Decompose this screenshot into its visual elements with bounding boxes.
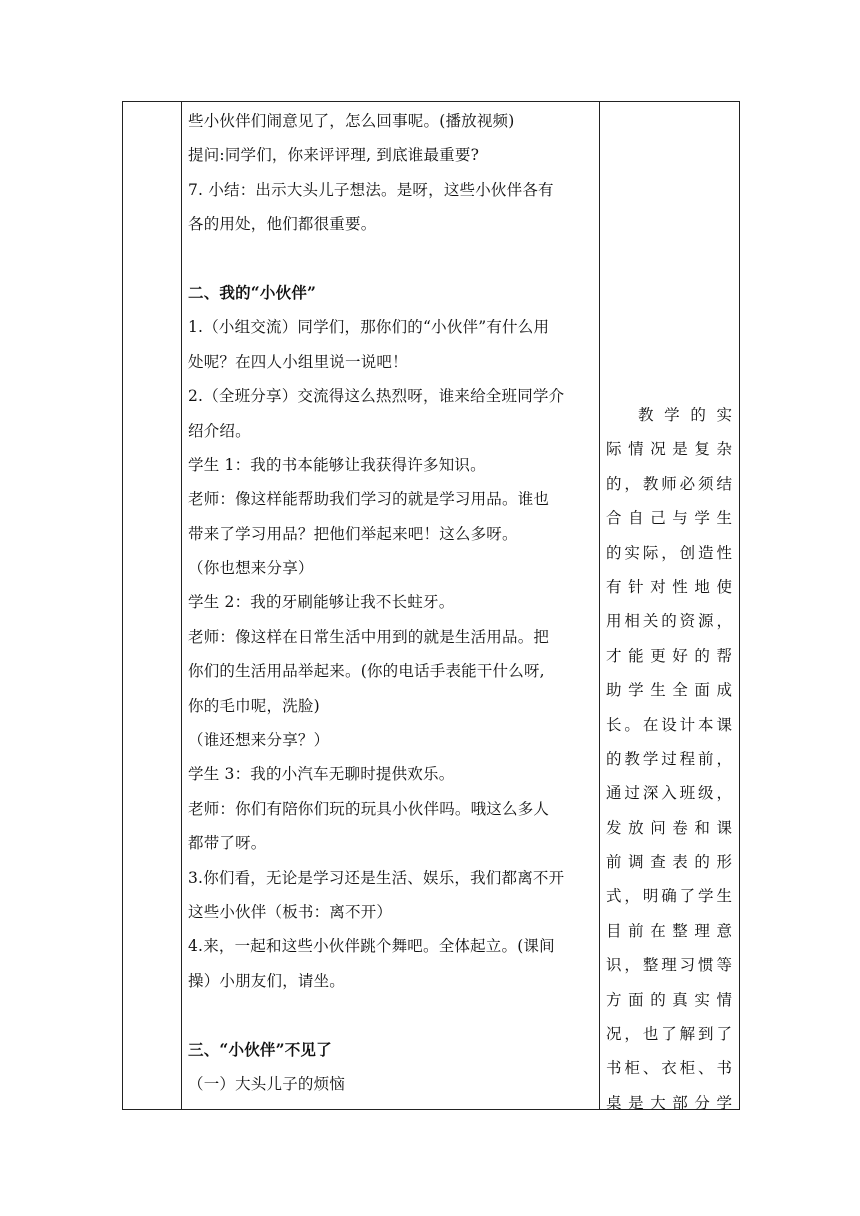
note-line: 识 ， 整 理 习 惯 等: [606, 956, 732, 975]
text-line: 带来了学习用品？把他们举起来吧！这么多呀。: [188, 524, 518, 543]
teaching-process-column: [188, 104, 596, 1101]
text-line: 4.来，一起和这些小伙伴跳个舞吧。全体起立。(课间: [188, 937, 555, 956]
text-line: （你也想来分享）: [188, 559, 314, 578]
text-line: 你们的生活用品举起来。(你的电话手表能干什么呀,: [188, 662, 545, 681]
note-line: 的 实 际 ， 创 造 性: [606, 543, 732, 562]
text-line: 这些小伙伴（板书：离不开）: [188, 902, 393, 921]
section-heading: 三、“小伙伴”不见了: [188, 1039, 332, 1059]
note-line: 的 ， 教 师 必 须 结: [606, 474, 732, 493]
text-line: （一）大头儿子的烦恼: [188, 1074, 346, 1093]
table-divider-2: [599, 101, 600, 1109]
text-line: 提问:同学们，你来评评理, 到底谁最重要?: [188, 146, 480, 165]
note-line: 通 过 深 入 班 级 ，: [606, 784, 732, 803]
text-line: 你的毛巾呢，洗脸): [188, 696, 320, 715]
note-line: 前 调 查 表 的 形: [606, 853, 732, 872]
design-notes-column: [606, 398, 732, 1120]
text-line: 老师：像这样在日常生活中用到的就是生活用品。把: [188, 627, 550, 646]
text-line: 2.（全班分享）交流得这么热烈呀，谁来给全班同学介: [188, 387, 565, 406]
text-line: 些小伙伴们闹意见了，怎么回事呢。(播放视频): [188, 112, 515, 130]
text-line: 绍介绍。: [188, 421, 251, 440]
text-line: 都带了呀。: [188, 834, 267, 853]
text-line: 7. 小结：出示大头儿子想法。是呀，这些小伙伴各有: [188, 180, 554, 199]
note-line: 的 教 学 过 程 前 ，: [606, 749, 732, 768]
text-line: 1.（小组交流）同学们，那你们的“小伙伴”有什么用: [188, 318, 550, 337]
note-line: 式 ， 明 确 了 学 生: [606, 887, 732, 906]
note-line: 有 针 对 性 地 使: [606, 577, 732, 596]
note-line: 才 能 更 好 的 帮: [606, 646, 732, 665]
note-line: 桌 是 大 部 分 学: [606, 1093, 732, 1112]
section-heading: 二、我的“小伙伴”: [188, 282, 317, 302]
text-line: （谁还想来分享？）: [188, 731, 330, 750]
table-divider-1: [181, 101, 182, 1109]
text-line: 3.你们看，无论是学习还是生活、娱乐，我们都离不开: [188, 868, 565, 887]
note-line: 书 柜 、 衣 柜 、 书: [606, 1059, 732, 1078]
note-line: 方 面 的 真 实 情: [606, 990, 732, 1009]
note-line: 合 自 己 与 学 生: [606, 509, 732, 528]
text-line: 老师：像这样能帮助我们学习的就是学习用品。谁也: [188, 490, 550, 509]
note-line: 发 放 问 卷 和 课: [606, 818, 732, 837]
text-line: [188, 242, 596, 276]
text-line: 学生 1：我的书本能够让我获得许多知识。: [188, 455, 486, 474]
note-line: 助 学 生 全 面 成: [606, 681, 732, 700]
note-line: 况 ， 也 了 解 到 了: [606, 1025, 732, 1044]
note-line: 长 。 在 设 计 本 课: [606, 715, 732, 734]
note-line: 际 情 况 是 复 杂: [606, 440, 732, 459]
note-line: 目 前 在 整 理 意: [606, 921, 732, 940]
text-line: 处呢？在四人小组里说一说吧！: [188, 352, 408, 371]
text-line: [188, 998, 596, 1032]
text-line: 学生 3：我的小汽车无聊时提供欢乐。: [188, 765, 455, 784]
table-border-right: [739, 101, 740, 1109]
text-line: 学生 2：我的牙刷能够让我不长蛀牙。: [188, 593, 455, 612]
note-line: 用 相 关 的 资 源 ，: [606, 612, 732, 631]
text-line: 老师：你们有陪你们玩的玩具小伙伴吗。哦这么多人: [188, 799, 550, 818]
note-line: 教 学 的 实: [638, 406, 732, 424]
text-line: 各的用处，他们都很重要。: [188, 215, 377, 234]
table-border-left: [122, 101, 123, 1109]
text-line: 操）小朋友们，请坐。: [188, 971, 346, 990]
